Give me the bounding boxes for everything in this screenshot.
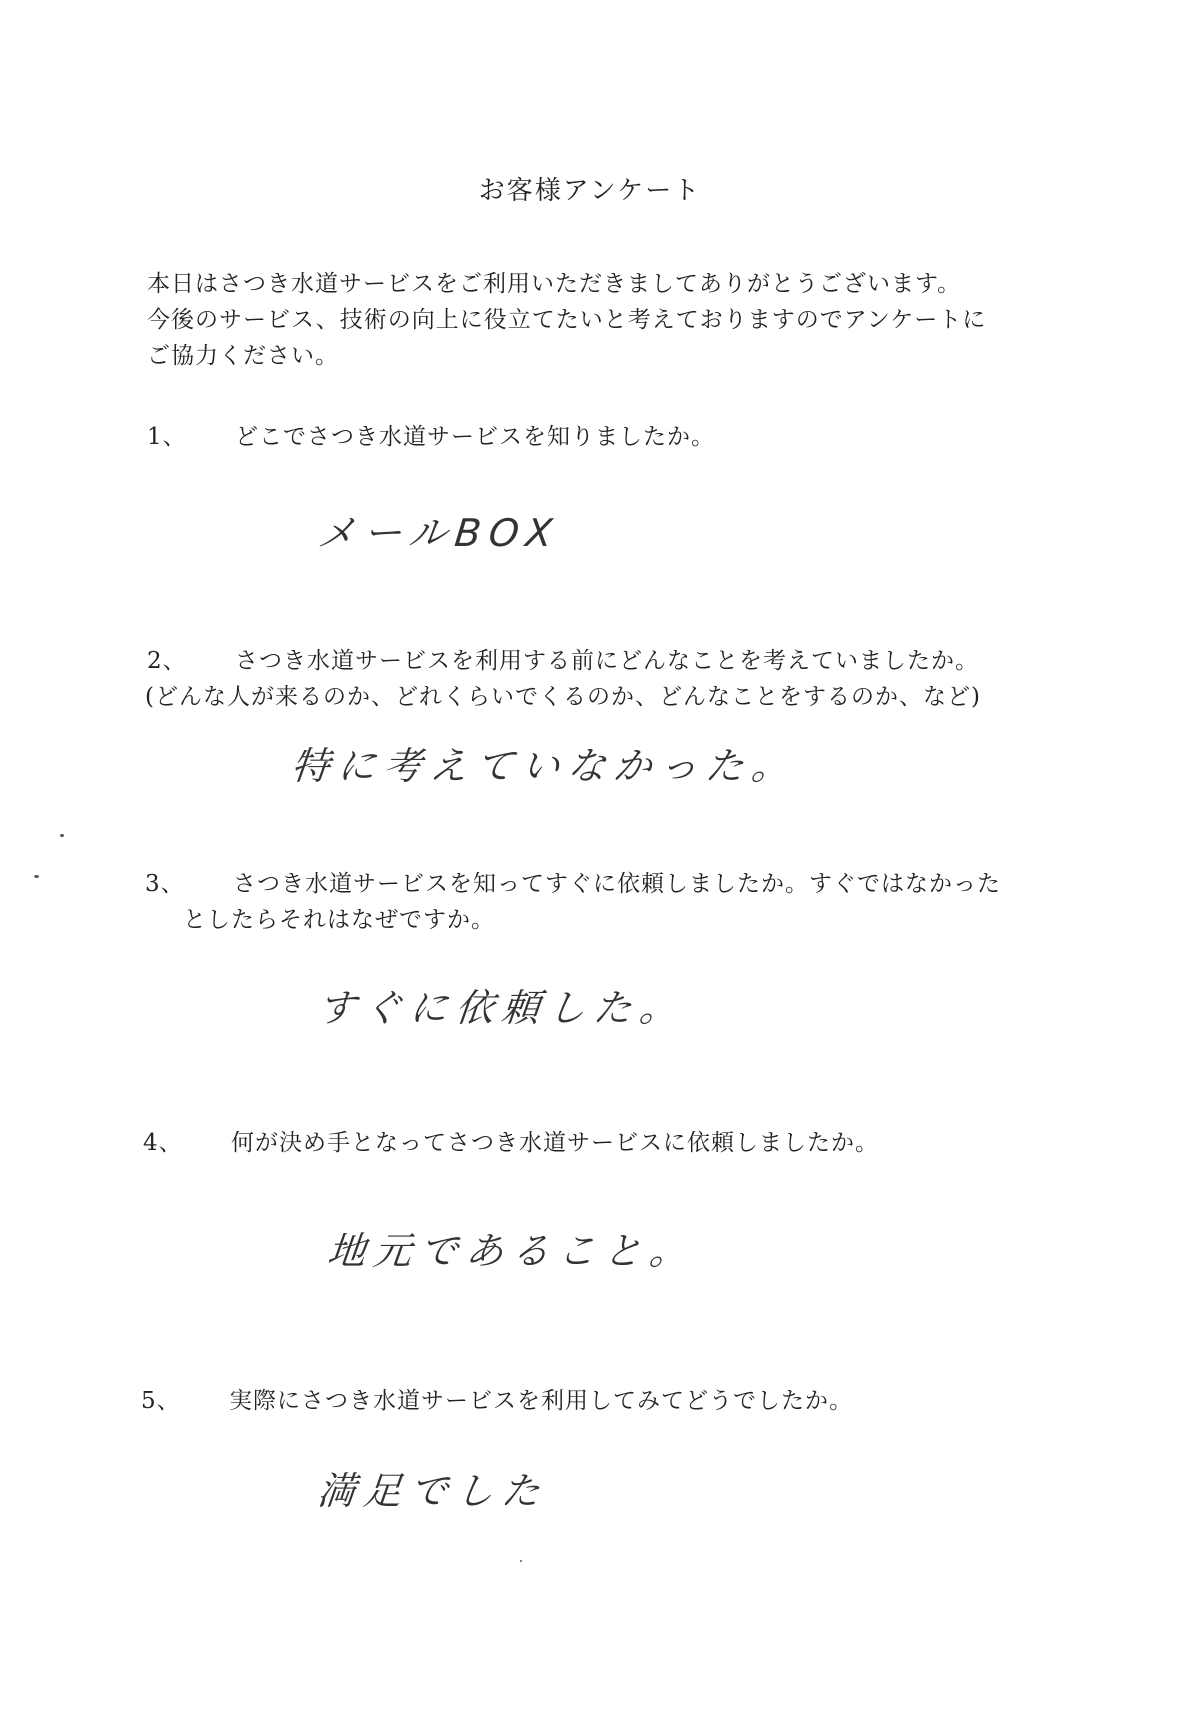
question-text: さつき水道サービスを知ってすぐに依頼しましたか。すぐではなかった bbox=[233, 871, 1001, 897]
page-title: お客様アンケート bbox=[478, 176, 702, 206]
handwritten-answer-2: 特に考えていなかった。 bbox=[289, 744, 800, 788]
question-text: 実際にさつき水道サービスを利用してみてどうでしたか。 bbox=[229, 1388, 853, 1414]
intro-line: 今後のサービス、技術の向上に役立てたいと考えておりますのでアンケートに bbox=[147, 307, 987, 333]
scan-speck bbox=[60, 834, 64, 837]
question-text: さつき水道サービスを利用する前にどんなことを考えていましたか。 bbox=[235, 648, 979, 674]
question-subtext: (どんな人が来るのか、どれくらいでくるのか、どんなことをするのか、など) bbox=[145, 684, 981, 710]
question-subtext: としたらそれはなぜですか。 bbox=[183, 907, 495, 933]
scan-speck bbox=[520, 1560, 522, 1562]
question-number: 1、 bbox=[147, 424, 187, 450]
handwritten-answer-1: メールBOX bbox=[315, 511, 563, 555]
question-number: 3、 bbox=[145, 871, 185, 897]
intro-line: ご協力ください。 bbox=[147, 343, 339, 369]
question-number: 2、 bbox=[147, 648, 187, 674]
handwritten-answer-5: 満足でした bbox=[315, 1469, 550, 1513]
handwritten-answer-4: 地元であること。 bbox=[325, 1229, 698, 1273]
question-text: 何が決め手となってさつき水道サービスに依頼しましたか。 bbox=[231, 1130, 879, 1156]
handwritten-answer-3: すぐに依頼した。 bbox=[315, 986, 688, 1030]
scan-speck bbox=[34, 875, 39, 878]
question-text: どこでさつき水道サービスを知りましたか。 bbox=[235, 424, 715, 450]
intro-paragraph bbox=[147, 266, 986, 374]
intro-line: 本日はさつき水道サービスをご利用いただきましてありがとうございます。 bbox=[147, 271, 962, 297]
question-number: 4、 bbox=[143, 1130, 183, 1156]
question-number: 5、 bbox=[141, 1388, 181, 1414]
